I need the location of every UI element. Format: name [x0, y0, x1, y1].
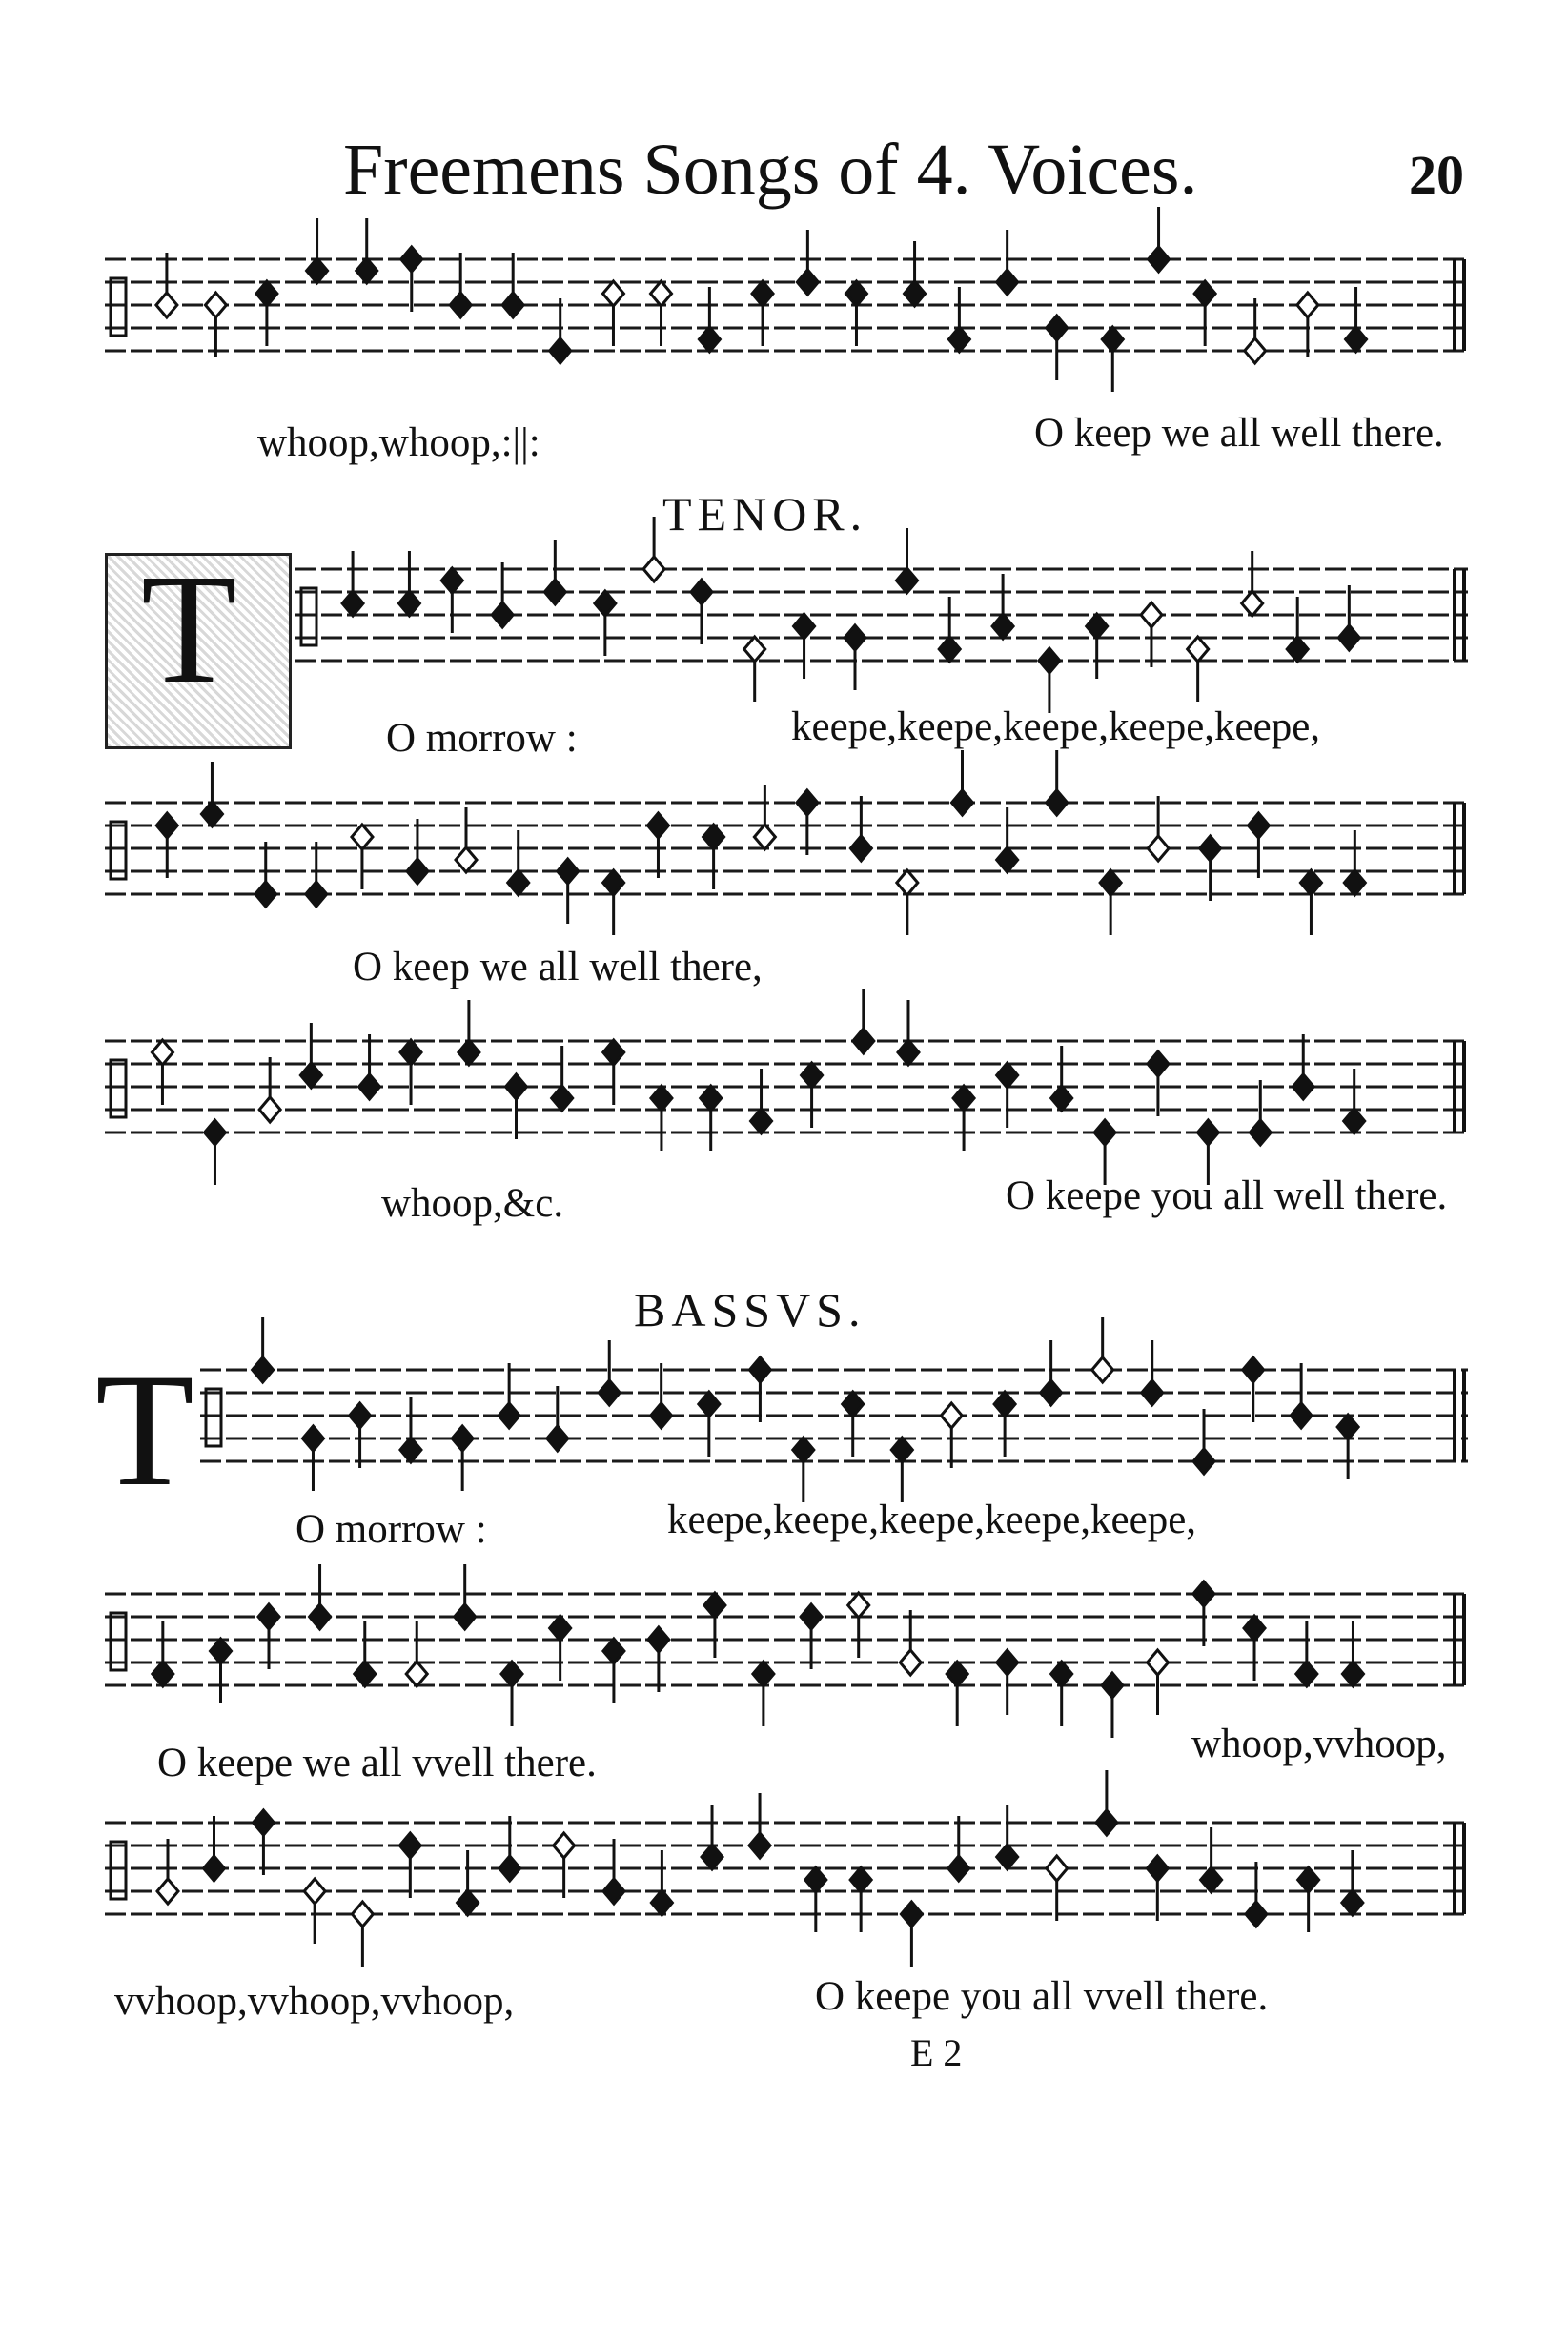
note [900, 1610, 921, 1675]
note [499, 1363, 519, 1428]
note [1250, 1080, 1271, 1145]
music-staff-bassus-1 [200, 1349, 1468, 1501]
note [352, 825, 373, 889]
lyric-top-1: whoop,whoop,:||: [257, 420, 540, 465]
note [905, 241, 926, 306]
note [554, 1833, 575, 1898]
note [1346, 287, 1367, 352]
note [948, 1816, 969, 1881]
note [1298, 1867, 1319, 1932]
music-staff-bassus-3 [105, 1802, 1468, 1954]
note [602, 281, 623, 346]
lyric-tenor-3a: whoop,&c. [381, 1181, 564, 1226]
music-staff-1 [105, 238, 1468, 391]
note [1041, 1340, 1062, 1405]
decorated-initial [105, 541, 292, 749]
note [1297, 293, 1318, 357]
note [997, 230, 1018, 295]
page-title: Freemens Songs of 4. Voices. [343, 130, 1198, 210]
note [1047, 750, 1068, 815]
note [952, 750, 973, 815]
note [1193, 1409, 1214, 1474]
note [754, 785, 775, 849]
note [704, 1593, 725, 1658]
note [794, 614, 815, 679]
note [647, 813, 668, 878]
note [1200, 836, 1221, 901]
note [753, 1662, 774, 1726]
note [651, 1850, 672, 1915]
note [407, 819, 428, 884]
note [152, 1040, 173, 1105]
note [701, 1086, 722, 1151]
drop-initial: T [95, 1340, 194, 1519]
note [703, 825, 724, 889]
note [306, 842, 327, 907]
note [1342, 1621, 1363, 1686]
note [1102, 1673, 1123, 1738]
note [1148, 1650, 1169, 1715]
note [1142, 1340, 1163, 1405]
note [499, 1816, 520, 1881]
note [256, 281, 277, 346]
note [801, 1604, 822, 1669]
note [258, 1604, 279, 1669]
note [399, 1833, 420, 1898]
note [441, 568, 462, 633]
note [550, 298, 571, 363]
note [253, 1317, 274, 1382]
note [997, 1650, 1018, 1715]
note [400, 1040, 421, 1105]
note [1047, 1856, 1068, 1921]
note [492, 562, 513, 627]
note [1092, 1317, 1113, 1382]
note [1342, 1850, 1363, 1915]
note [953, 1086, 974, 1151]
note [550, 1616, 571, 1681]
note [547, 1386, 568, 1451]
note [603, 1639, 624, 1703]
note [1188, 637, 1209, 702]
note [898, 1000, 919, 1065]
note [1087, 614, 1108, 679]
note [939, 597, 960, 662]
note [994, 1392, 1015, 1457]
note [342, 551, 363, 616]
note [156, 253, 177, 317]
note [805, 1867, 826, 1932]
note [456, 807, 477, 872]
note [1244, 1616, 1265, 1681]
note [997, 807, 1018, 872]
note [651, 1363, 672, 1428]
note [850, 796, 871, 861]
note [651, 281, 672, 346]
voice-heading-bassus: BASSVS. [634, 1283, 866, 1336]
note [153, 1621, 173, 1686]
note [699, 287, 720, 352]
note [1293, 1034, 1313, 1099]
music-staff-tenor-3 [105, 1020, 1468, 1173]
note [1248, 813, 1269, 878]
lyric-top-2: O keep we all well there. [1034, 411, 1444, 456]
note [702, 1805, 723, 1869]
note [1300, 870, 1321, 935]
lyric-bassus-2b: whoop,vvhoop, [1191, 1722, 1447, 1766]
lyric-tenor-1a: O morrow : [386, 716, 578, 761]
note [400, 1397, 421, 1462]
note [793, 1438, 814, 1502]
note [204, 1120, 225, 1185]
note [307, 218, 328, 283]
note [797, 790, 818, 855]
note [891, 1438, 912, 1502]
note [1243, 1357, 1264, 1422]
note [1291, 1363, 1312, 1428]
note [845, 625, 865, 690]
note [1102, 327, 1123, 392]
note [1148, 1051, 1169, 1116]
note [501, 1662, 522, 1726]
music-staff-bassus-2 [105, 1573, 1468, 1725]
note [1287, 597, 1308, 662]
note [850, 1867, 871, 1932]
note [253, 1810, 274, 1875]
note [691, 580, 712, 644]
note [205, 293, 226, 357]
lyric-tenor-3b: O keepe you all well there. [1006, 1173, 1448, 1218]
note [853, 989, 874, 1053]
note [450, 253, 471, 317]
note [1096, 1770, 1117, 1835]
note [997, 1805, 1018, 1869]
note [310, 1564, 331, 1629]
note [648, 1627, 669, 1692]
note [201, 762, 222, 826]
note [398, 551, 419, 616]
note [406, 1621, 427, 1686]
note [401, 247, 422, 312]
lyric-bassus-1a: O morrow : [295, 1507, 487, 1552]
note [744, 637, 765, 702]
note [1149, 207, 1170, 272]
note [1047, 316, 1068, 380]
note [603, 1839, 624, 1904]
note [508, 830, 529, 895]
note [752, 281, 773, 346]
note [259, 1057, 280, 1122]
note [1245, 298, 1266, 363]
note [302, 1426, 323, 1491]
note [455, 1564, 476, 1629]
note [997, 1063, 1018, 1128]
note [992, 574, 1013, 639]
lyric-tenor-2a: O keep we all well there, [353, 945, 763, 989]
music-staff-tenor-2 [105, 782, 1468, 934]
note [1242, 551, 1263, 616]
note [599, 1340, 620, 1405]
decorated-initial-letter: T [141, 541, 237, 716]
note [1338, 585, 1359, 650]
note [948, 287, 969, 352]
note [355, 1621, 376, 1686]
note [300, 1023, 321, 1088]
note [1100, 870, 1121, 935]
note [901, 1902, 922, 1967]
note [1051, 1662, 1072, 1726]
note [843, 1392, 864, 1457]
note [651, 1086, 672, 1151]
voice-heading-tenor: TENOR. [662, 487, 868, 540]
note [1194, 281, 1215, 346]
note [458, 1000, 479, 1065]
note [1148, 796, 1169, 861]
note [751, 1069, 772, 1133]
note [1337, 1415, 1358, 1479]
note [1147, 1856, 1168, 1921]
note [544, 540, 565, 604]
note [359, 1034, 380, 1099]
note [802, 1063, 823, 1128]
note [1051, 1046, 1072, 1111]
note [1141, 602, 1162, 667]
note [897, 870, 918, 935]
note [848, 1593, 869, 1658]
note [643, 517, 664, 581]
note [1344, 830, 1365, 895]
note [552, 1046, 573, 1111]
note [1344, 1069, 1365, 1133]
note [797, 230, 818, 295]
note [896, 528, 917, 593]
note [1246, 1862, 1267, 1927]
note [350, 1403, 371, 1468]
note [1193, 1581, 1214, 1646]
note [210, 1639, 231, 1703]
note [304, 1879, 325, 1944]
note [458, 1850, 479, 1915]
note [749, 1357, 770, 1422]
note [603, 1040, 624, 1105]
note [502, 253, 523, 317]
note [1201, 1827, 1222, 1892]
note [352, 1902, 373, 1967]
note [505, 1074, 526, 1139]
note [558, 859, 579, 924]
note [595, 591, 616, 656]
lyric-tenor-1b: keepe,keepe,keepe,keepe,keepe, [791, 704, 1321, 749]
note [255, 842, 276, 907]
note [603, 870, 624, 935]
lyric-bassus-3a: vvhoop,vvhoop,vvhoop, [114, 1979, 515, 2024]
note [157, 1839, 178, 1904]
note [204, 1816, 225, 1881]
note [845, 281, 866, 346]
music-staff-tenor-1 [295, 548, 1468, 701]
note [356, 218, 377, 283]
lyric-bassus-2a: O keepe we all vvell there. [157, 1741, 597, 1785]
lyric-bassus-3b: O keepe you all vvell there. [815, 1974, 1269, 2019]
signature-mark: E 2 [910, 2031, 963, 2074]
lyric-bassus-1b: keepe,keepe,keepe,keepe,keepe, [667, 1498, 1197, 1542]
note [941, 1403, 962, 1468]
note [156, 813, 177, 878]
page-number: 20 [1409, 144, 1464, 206]
note [452, 1426, 473, 1491]
note [749, 1793, 770, 1858]
note [699, 1392, 720, 1457]
note [1296, 1621, 1317, 1686]
note [947, 1662, 967, 1726]
